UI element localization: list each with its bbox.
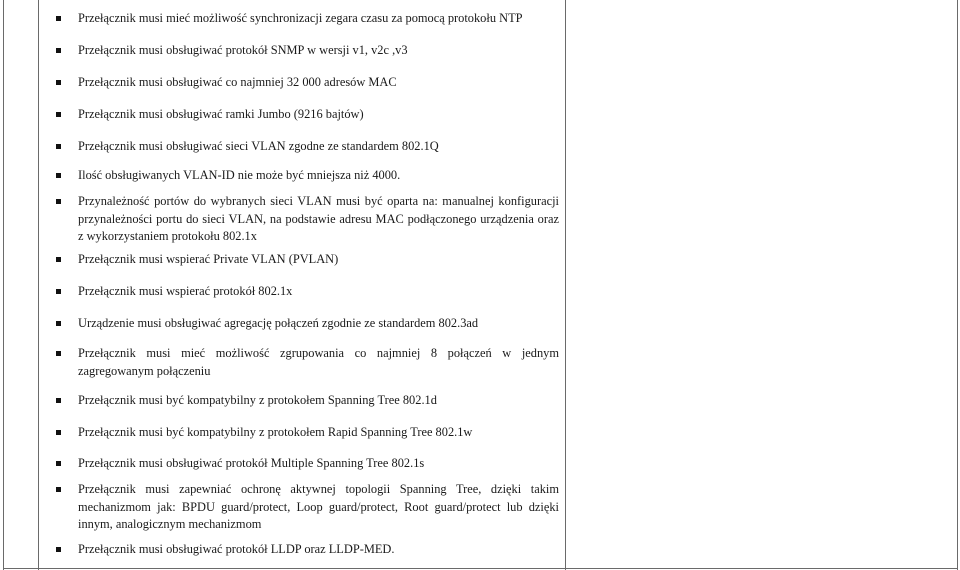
bullet-icon (56, 173, 61, 178)
list-item (56, 10, 559, 28)
table-border-right (957, 0, 958, 570)
bullet-icon (56, 289, 61, 294)
requirement-text: Przełącznik musi być kompatybilny z protokołem Spanning Tree 802.1d (78, 393, 437, 407)
requirement-text: Przełącznik musi obsługiwać ramki Jumbo (9216 bajtów) (78, 107, 364, 121)
bullet-icon (56, 487, 61, 492)
bullet-icon (56, 16, 61, 21)
requirement-text: Przełącznik musi obsługiwać protokół LLDP oraz LLDP-MED. (78, 542, 395, 556)
requirement-text: Urządzenie musi obsługiwać agregację połączeń zgodnie ze standardem 802.3ad (78, 316, 479, 330)
list-item (56, 167, 559, 185)
requirement-text: Przełącznik musi mieć możliwość zgrupowania co najmniej 8 połączeń w jednym zagregowanym połączeniu (78, 346, 559, 378)
bullet-icon (56, 461, 61, 466)
requirement-text: Przełącznik musi wspierać Private VLAN (PVLAN) (78, 252, 339, 266)
requirement-text: Przełącznik musi obsługiwać protokół SNMP w wersji v1, v2c ,v3 (78, 43, 408, 57)
list-item (56, 315, 559, 333)
list-item (56, 193, 559, 246)
list-item (56, 42, 559, 60)
table-border-number-column (38, 0, 39, 570)
requirement-text: Przełącznik musi obsługiwać sieci VLAN zgodne ze standardem 802.1Q (78, 139, 439, 153)
requirement-text: Przełącznik musi obsługiwać protokół Multiple Spanning Tree 802.1s (78, 456, 425, 470)
list-item (56, 251, 559, 269)
list-item (56, 541, 559, 559)
list-item (56, 424, 559, 442)
bullet-icon (56, 321, 61, 326)
list-item (56, 283, 559, 301)
table-border-middle (565, 0, 566, 570)
requirement-text: Przynależność portów do wybranych sieci VLAN musi być oparta na: manualnej konfiguracji przynależności portu do sieci VLAN, na podstawie adresu MAC podłączonego urządzenia oraz z wykorzystaniem protokołu 802.1x (78, 194, 559, 243)
bullet-icon (56, 80, 61, 85)
table-border-left (3, 0, 4, 570)
list-item (56, 392, 559, 410)
requirement-text: Ilość obsługiwanych VLAN-ID nie może być mniejsza niż 4000. (78, 168, 401, 182)
bullet-icon (56, 48, 61, 53)
list-item (56, 345, 559, 380)
requirement-text: Przełącznik musi zapewniać ochronę aktywnej topologii Spanning Tree, dzięki takim mechanizmom jak: BPDU guard/protect, Loop guard/protect, Root guard/protect lub dzięki innym, analogicznym mechanizmom (78, 482, 559, 531)
list-item (56, 138, 559, 156)
list-item (56, 106, 559, 124)
requirement-text: Przełącznik musi wspierać protokół 802.1x (78, 284, 293, 298)
bullet-icon (56, 199, 61, 204)
bullet-icon (56, 144, 61, 149)
list-item (56, 455, 559, 473)
requirement-text: Przełącznik musi być kompatybilny z protokołem Rapid Spanning Tree 802.1w (78, 425, 473, 439)
requirement-text: Przełącznik musi obsługiwać co najmniej 32 000 adresów MAC (78, 75, 397, 89)
table-border-bottom (3, 568, 958, 569)
bullet-icon (56, 112, 61, 117)
bullet-icon (56, 398, 61, 403)
bullet-icon (56, 257, 61, 262)
bullet-icon (56, 430, 61, 435)
bullet-icon (56, 547, 61, 552)
requirement-text: Przełącznik musi mieć możliwość synchronizacji zegara czasu za pomocą protokołu NTP (78, 11, 523, 25)
list-item (56, 481, 559, 534)
list-item (56, 74, 559, 92)
bullet-icon (56, 351, 61, 356)
